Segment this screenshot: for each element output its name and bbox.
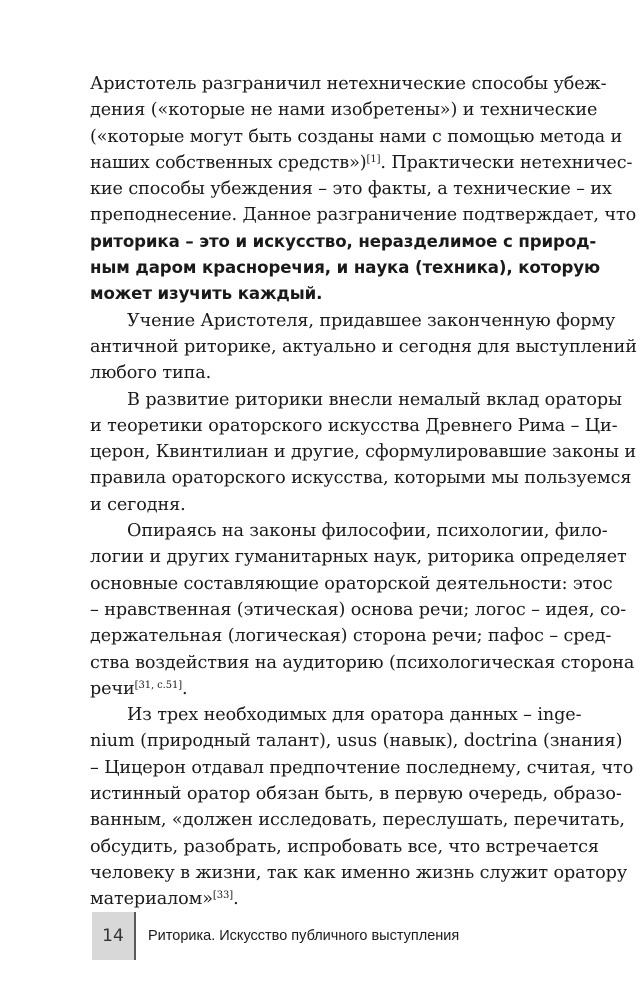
- paragraph-5: [90, 702, 634, 912]
- text-line: правила ораторского искусства, которыми мы пользуемся: [90, 468, 632, 489]
- citation-ref: [1]: [366, 153, 381, 165]
- text-line: логии и других гуманитарных наук, риторика определяет: [90, 547, 627, 568]
- text-line: дения («которые не нами изобретены») и технические: [90, 100, 598, 121]
- text-line: Аристотель разграничил нетехнические способы убеж-: [90, 74, 607, 94]
- text-segment: .: [233, 889, 239, 910]
- text-segment: . Практически нетехничес-: [380, 152, 633, 173]
- text-line: ванным, «должен исследовать, переслушать, перечитать,: [90, 810, 625, 831]
- page-footer: [92, 912, 566, 960]
- page-body: [90, 71, 637, 913]
- text-line: [90, 150, 633, 176]
- citation-ref: [31, с.51]: [134, 679, 183, 691]
- text-line: преподнесение. Данное разграничение подтверждает, что: [90, 205, 637, 226]
- text-line: античной риторике, актуально и сегодня для выступлений: [90, 336, 637, 357]
- text-line: человеку в жизни, так как именно жизнь служит оратору: [90, 862, 628, 883]
- bold-text: ным даром красноречия, и наука (техника), которую: [90, 258, 601, 278]
- text-line: Опираясь на законы философии, психологии, фило-: [127, 521, 608, 542]
- text-line: Из трех необходимых для оратора данных – inge-: [127, 705, 582, 726]
- paragraph-4: [90, 518, 635, 702]
- text-line: Учение Аристотеля, придавшее законченную форму: [127, 310, 616, 331]
- text-line: – Цицерон отдавал предпочтение последнему, считая, что: [90, 757, 634, 778]
- text-segment: речи: [90, 678, 135, 699]
- text-line: держательная (логическая) сторона речи; пафос – сред-: [90, 626, 612, 647]
- text-line: основные составляющие ораторской деятельности: этос: [90, 573, 613, 594]
- text-line: ства воздействия на аудиторию (психологическая сторона: [90, 652, 635, 673]
- text-line: любого типа.: [90, 363, 212, 384]
- paragraph-2: [90, 308, 637, 387]
- text-line: – нравственная (этическая) основа речи; логос – идея, со-: [90, 599, 627, 620]
- page-number-box: [92, 912, 136, 960]
- text-line: В развитие риторики внесли немалый вклад ораторы: [127, 389, 622, 410]
- text-line-bold: [90, 229, 597, 255]
- text-line: [90, 886, 566, 912]
- text-segment: .: [182, 678, 188, 699]
- citation-ref: [33]: [212, 890, 234, 902]
- bold-text: риторика – это и искусство, неразделимое с природ-: [90, 231, 597, 251]
- text-line: кие способы убеждения – это факты, а технические – их: [90, 179, 612, 200]
- text-segment: наших собственных средств»): [90, 152, 367, 173]
- text-line: [90, 676, 566, 702]
- bold-text: может изучить каждый.: [90, 284, 323, 304]
- text-line: nium (природный талант), usus (навык), doctrina (знания): [90, 731, 623, 752]
- running-footer-title: Риторика. Искусство публичного выступления: [148, 928, 460, 944]
- text-line-bold: [90, 255, 601, 281]
- paragraph-1: [90, 71, 637, 308]
- text-line-bold: [90, 281, 566, 307]
- text-segment: материалом»: [90, 889, 213, 910]
- text-line: истинный оратор обязан быть, в первую очередь, образо-: [90, 784, 622, 805]
- text-line: обсудить, разобрать, испробовать все, что встречается: [90, 836, 599, 857]
- text-line: («которые могут быть созданы нами с помощью метода и: [90, 126, 623, 147]
- page-number: 14: [102, 926, 124, 946]
- text-line: церон, Квинтилиан и другие, сформулировавшие законы и: [90, 442, 637, 463]
- text-line: и сегодня.: [90, 494, 186, 515]
- paragraph-3: [90, 387, 637, 518]
- text-line: и теоретики ораторского искусства Древнего Рима – Ци-: [90, 415, 618, 436]
